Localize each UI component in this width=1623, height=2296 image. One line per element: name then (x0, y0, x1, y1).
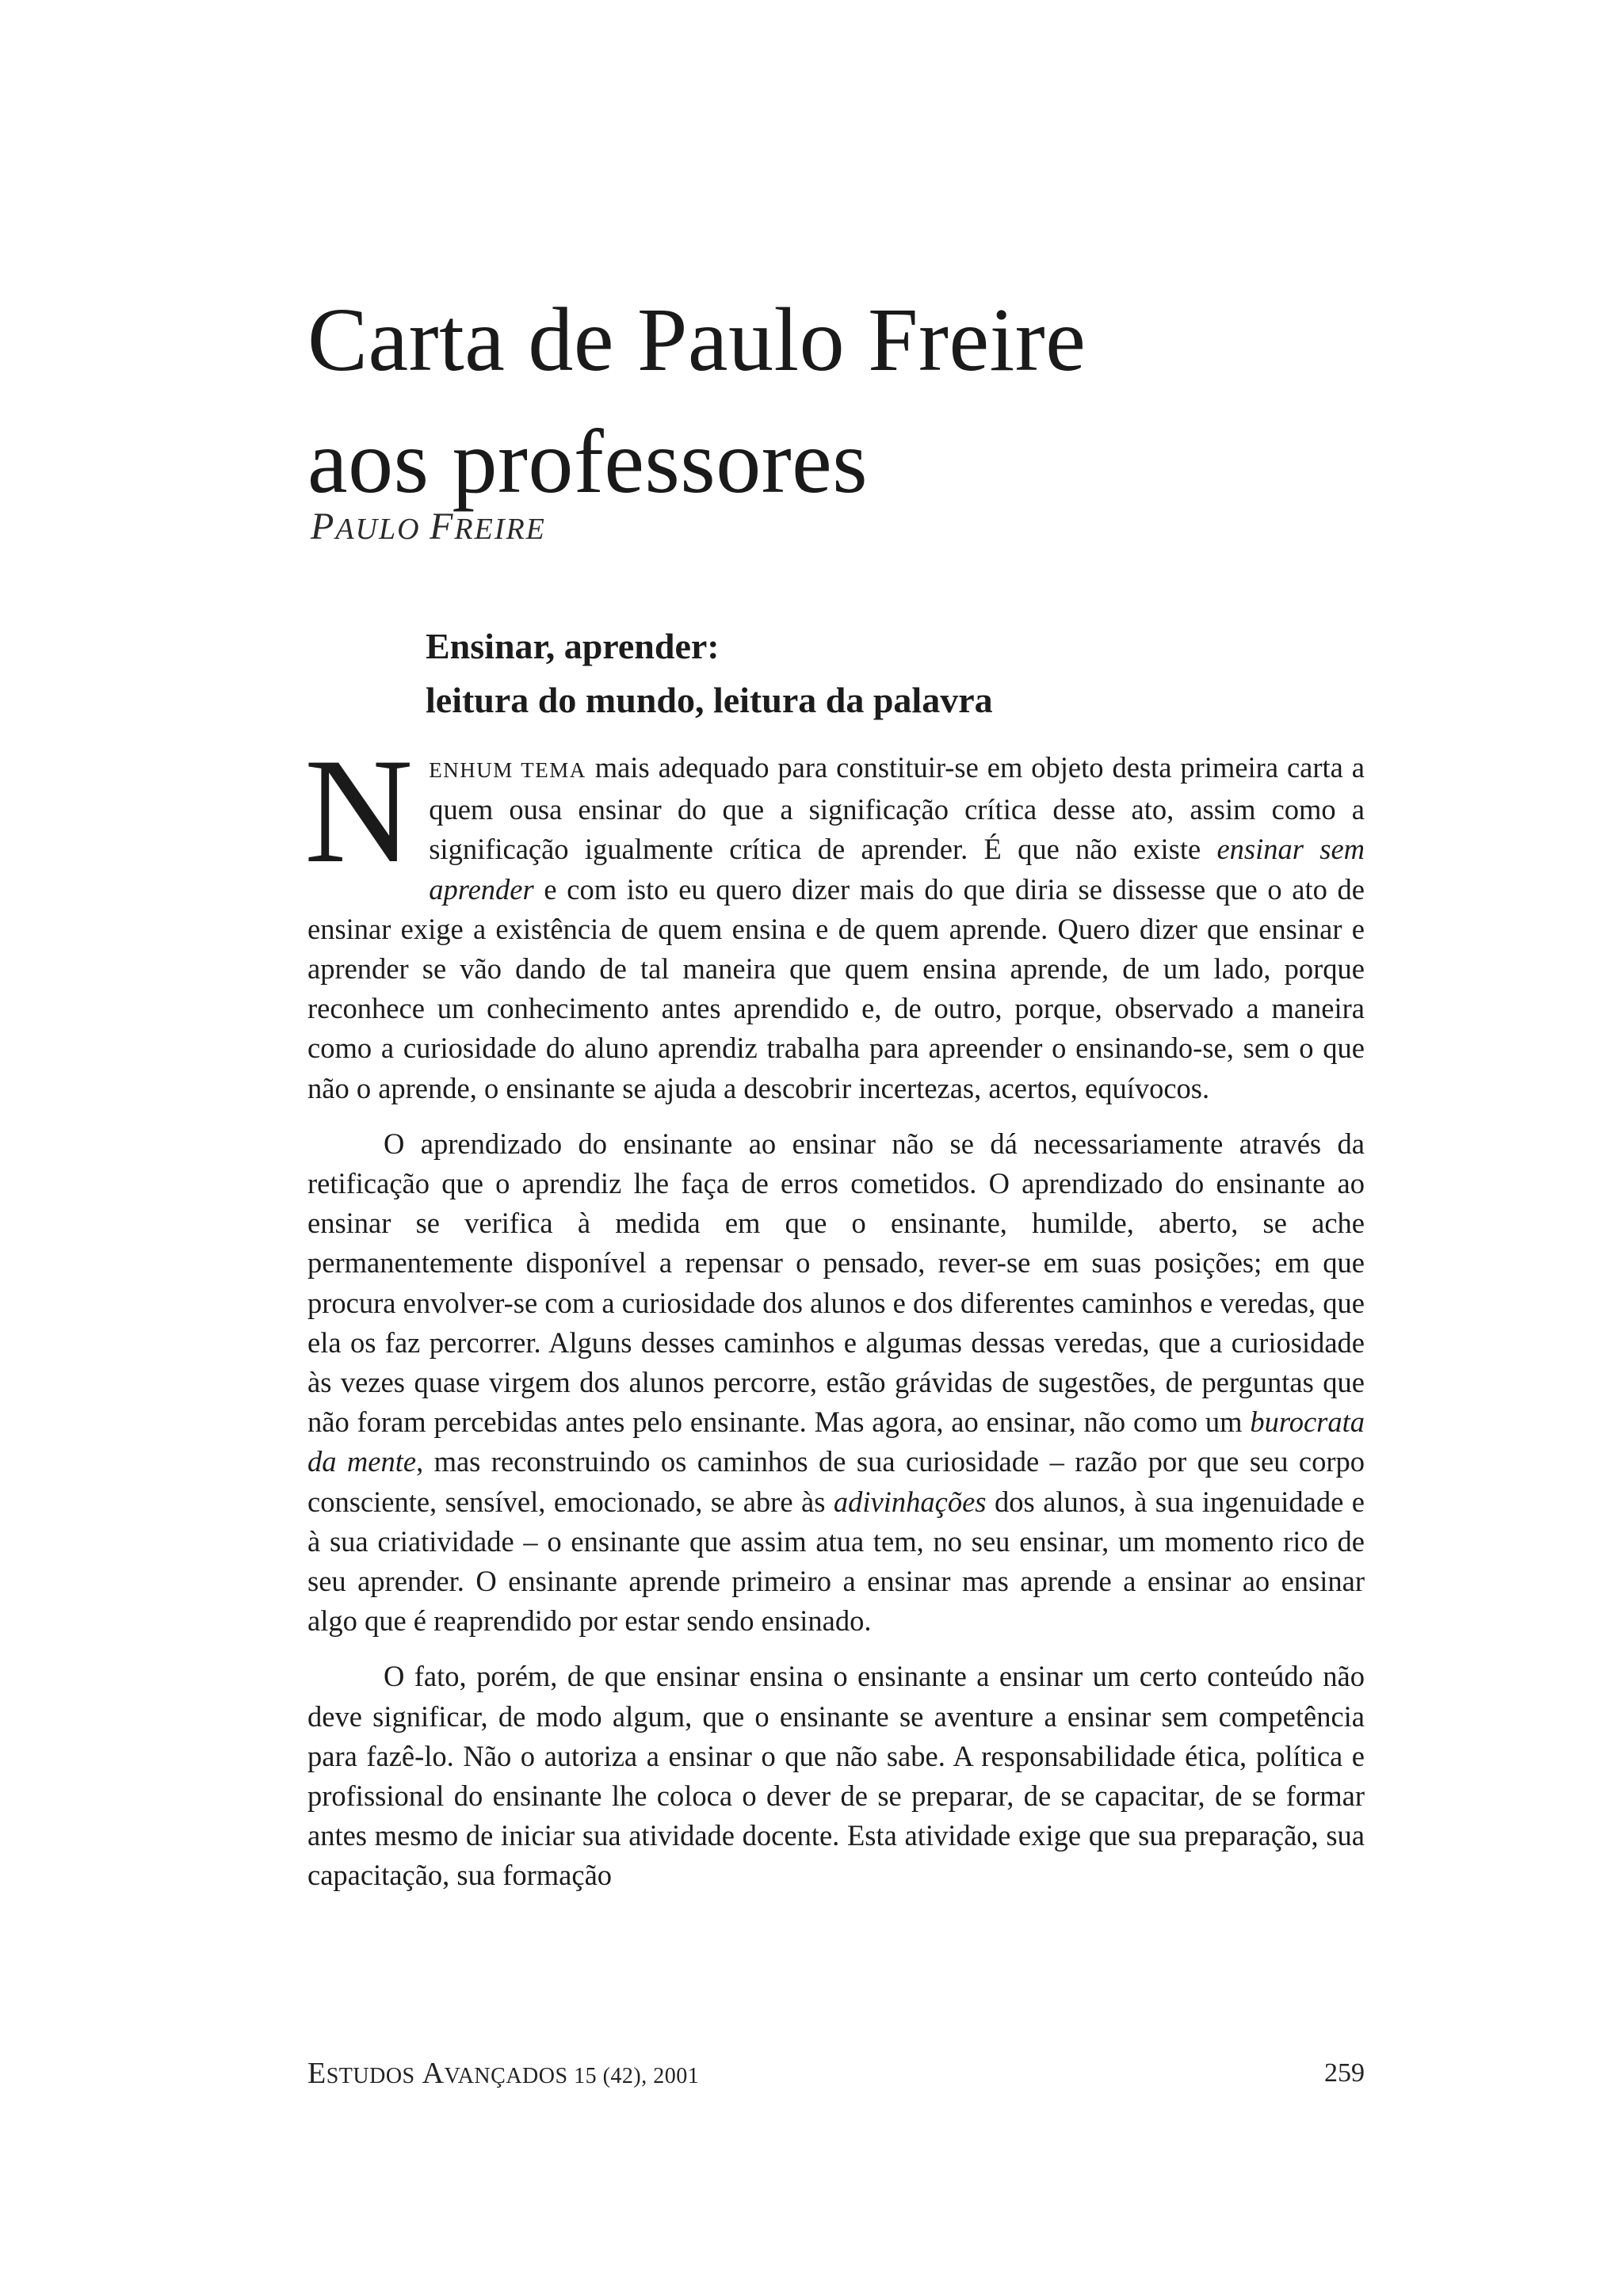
author-first-initial: P (311, 505, 336, 547)
article-title-line-2: aos professores (307, 411, 869, 512)
journal-citation (307, 2056, 699, 2094)
paragraph-2-italic-b: adivinhações (833, 1485, 987, 1518)
article-title-line-1: Carta de Paulo Freire (307, 289, 1086, 390)
section-heading (426, 620, 993, 727)
article-title (307, 279, 1417, 523)
paragraph-2-text-c: dos alunos, à sua ingenuidade e à sua criatividade – o ensinante que assim atua tem, no seu ensinar, um momento rico de seu aprender. O ensinante aprende primeiro a ensinar mas aprende a ensinar ao ensinar algo que é reaprendido por estar sendo ensinado. (307, 1485, 1365, 1638)
paragraph-3-text: O fato, porém, de que ensinar ensina o ensinante a ensinar um certo conteúdo não deve significar, de modo algum, que o ensinante se aventure a ensinar sem competência para fazê-lo. Não o autoriza a ensinar o que não sabe. A responsabilidade ética, política e profissional do ensinante lhe coloca o dever de se preparar, de se capacitar, de se formar antes mesmo de iniciar sua atividade docente. Esta atividade exige que sua preparação, sua capacitação, sua formação (307, 1660, 1365, 1892)
drop-cap: N (304, 728, 414, 894)
paragraph-1-text-b: e com isto eu quero dizer mais do que diria se dissesse que o ato de ensinar exige a existência de quem ensina e de quem aprende. Quero dizer que ensinar e aprender se vão dando de tal maneira que quem ensina aprende, de um lado, porque reconhece um conhecimento antes aprendido e, de outro, porque, observado a maneira como a curiosidade do aluno aprendiz trabalha para apreender o ensinando-se, sem o que não o aprende, o ensinante se ajuda a descobrir incertezas, acertos, equívocos. (307, 872, 1365, 1104)
article-author (311, 507, 546, 549)
paragraph-2 (307, 1124, 1365, 1642)
paragraph-1-text-a: mais adequado para constituir-se em objeto desta primeira carta a quem ousa ensinar do que a significação crítica desse ato, assim como a significação igualmente crítica de aprender. É que não existe (429, 751, 1365, 866)
paragraph-1 (304, 728, 1365, 1108)
author-first-rest: AULO (335, 513, 421, 546)
paragraph-3 (307, 1657, 1365, 1895)
journal-issue: 15 (42), 2001 (567, 2064, 700, 2088)
page-number: 259 (1324, 2058, 1365, 2088)
journal-e: E (307, 2057, 327, 2090)
paragraph-1-smallcaps: ENHUM TEMA (429, 758, 586, 782)
article-body (304, 728, 1365, 1912)
section-heading-line-1: Ensinar, aprender: (426, 626, 720, 666)
paragraph-1-italic-a: ensinar sem aprender (429, 833, 1365, 906)
author-last-rest: REIRE (454, 513, 546, 546)
journal-vancados: VANÇADOS (444, 2064, 568, 2088)
paragraph-2-italic-a: burocrata da mente (307, 1405, 1365, 1478)
paragraph-2-text-a: O aprendizado do ensinante ao ensinar não se dá necessariamente através da retificação que o aprendiz lhe faça de erros cometidos. O aprendizado do ensinante ao ensinar se verifica à medida em que o ensinante, humilde, aberto, se ache permanentemente disponível a repensar o pensado, rever-se em suas posições; em que procura envolver-se com a curiosidade dos alunos e dos diferentes caminhos e veredas, que ela os faz percorrer. Alguns desses caminhos e algumas dessas veredas, que a curiosidade às vezes quase virgem dos alunos percorre, estão grávidas de sugestões, de perguntas que não foram percebidas antes pelo ensinante. Mas agora, ao ensinar, não como um (307, 1127, 1365, 1439)
paragraph-2-text-b: , mas reconstruindo os caminhos de sua curiosidade – razão por que seu corpo consciente, sensível, emocionado, se abre às (307, 1445, 1365, 1518)
journal-a: A (422, 2057, 445, 2090)
author-last-initial: F (430, 505, 455, 547)
journal-studos: STUDOS (326, 2064, 415, 2088)
section-heading-line-2: leitura do mundo, leitura da palavra (426, 680, 993, 720)
